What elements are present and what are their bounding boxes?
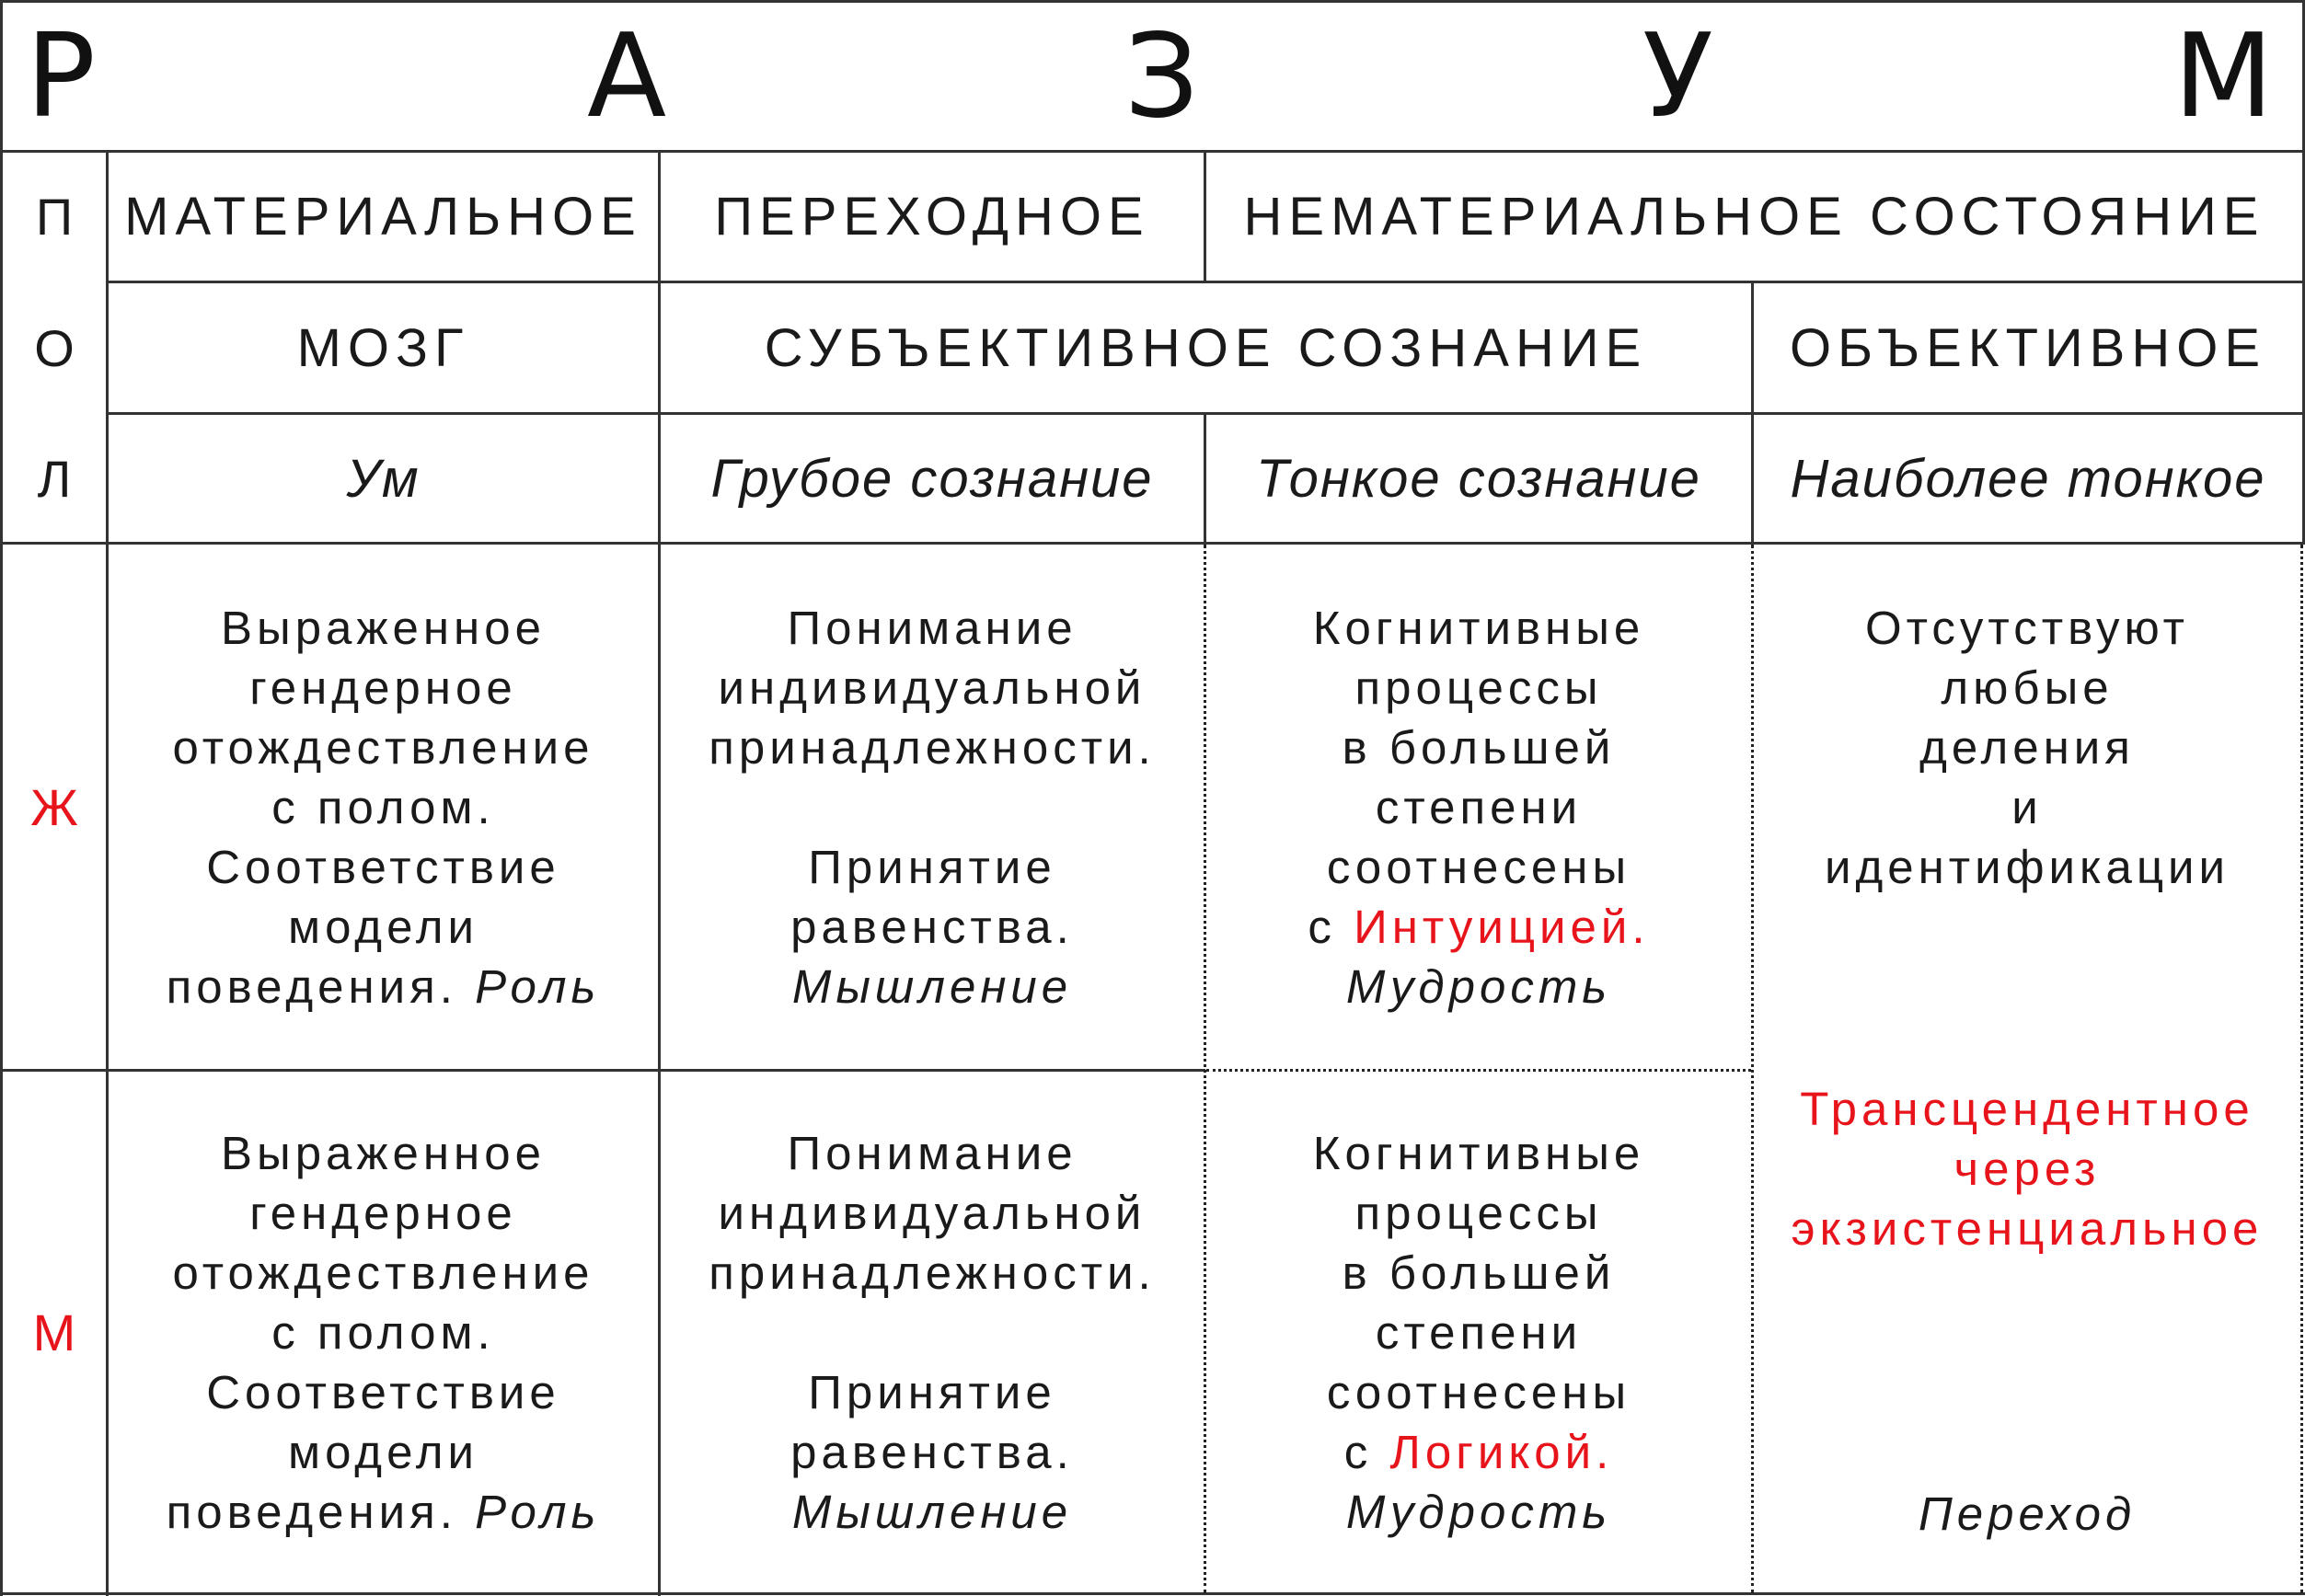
header-transitional: ПЕРЕХОДНОЕ <box>714 187 1150 247</box>
transcendent-cell: Трансцендентное через экзистенциальное <box>1791 1082 2264 1255</box>
header-brain: МОЗГ <box>296 317 470 378</box>
objective-no-division-cell: Отсутствуют любые деления и идентификации <box>1824 602 2230 893</box>
header-material: МАТЕРИАЛЬНОЕ <box>124 187 642 247</box>
side-letter-l: Л <box>37 449 72 508</box>
header-mind: Ум <box>346 448 421 509</box>
title-letter-r: Р <box>26 8 96 144</box>
female-wisdom-cell: Когнитивные процессы в большей степени соотнесены с Интуицией. Мудрость <box>1308 601 1650 1013</box>
right-dotted-line <box>2300 545 2303 1593</box>
side-letter-o: О <box>34 318 75 377</box>
male-thinking-cell: Понимание индивидуальной принадлежности. Принятие равенства. Мышление <box>709 1126 1156 1538</box>
side-letter-p: П <box>35 188 74 246</box>
side-male-label: М <box>32 1303 76 1361</box>
header-immaterial: НЕМАТЕРИАЛЬНОЕ СОСТОЯНИЕ <box>1243 187 2265 247</box>
header-subtle: Тонкое сознание <box>1256 448 1701 509</box>
border-bottom <box>0 1592 2305 1595</box>
border-top <box>0 0 2305 3</box>
transition-cell: Переход <box>1918 1487 2137 1540</box>
title-letter-u: У <box>1642 8 1713 144</box>
female-thinking-cell: Понимание индивидуальной принадлежности. Принятие равенства. Мышление <box>709 601 1156 1013</box>
header-subjective: СУБЪЕКТИВНОЕ СОЗНАНИЕ <box>764 317 1648 378</box>
male-wisdom-cell: Когнитивные процессы в большей степени соотнесены с Логикой. Мудрость <box>1312 1126 1645 1538</box>
title-letter-m: М <box>2173 8 2274 144</box>
header-objective: ОБЪЕКТИВНОЕ <box>1789 317 2267 378</box>
male-role-cell: Выраженное гендерное отождествление с полом. Соответствие модели поведения. Роль <box>166 1126 601 1538</box>
logic-highlight: Логикой. <box>1389 1425 1614 1478</box>
title-letter-z: З <box>1124 8 1199 144</box>
title-letter-a: А <box>587 8 667 144</box>
female-role-cell: Выраженное гендерное отождествление с полом. Соответствие модели поведения. Роль <box>166 601 601 1013</box>
intuition-highlight: Интуицией. <box>1354 900 1650 953</box>
header-subtlest: Наиболее тонкое <box>1790 448 2266 509</box>
header-coarse: Грубое сознание <box>710 448 1154 509</box>
side-female-label: Ж <box>30 777 78 836</box>
